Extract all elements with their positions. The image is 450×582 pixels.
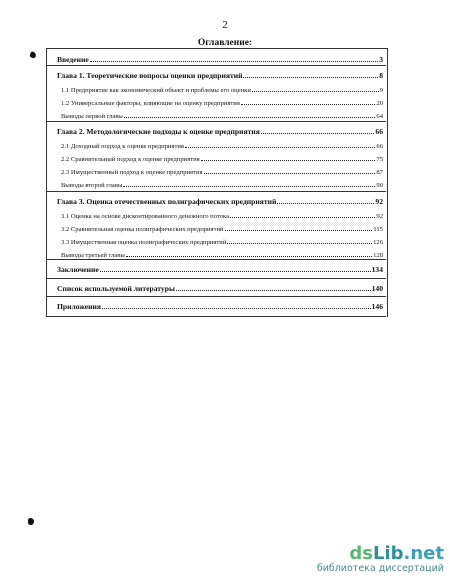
toc-entry-label: Выводы третьей главы xyxy=(61,252,125,259)
toc-entry-label: 3.2 Сравнительная оценка полиграфических предприятий xyxy=(61,226,224,233)
toc-entry-label: 3.3 Имущественная оценка полиграфических предприятий xyxy=(61,239,227,246)
toc-divider xyxy=(46,316,386,317)
toc-entry xyxy=(47,282,387,293)
page-number: 2 xyxy=(222,19,228,31)
watermark-logo-net: .net xyxy=(403,543,444,564)
toc-entry-label: 1.2 Универсальные факторы, влияющие на оценку предприятия xyxy=(61,100,240,107)
toc-dot-leader xyxy=(90,60,378,62)
toc-entry xyxy=(47,96,387,107)
toc-entry-page: 20 xyxy=(376,100,383,107)
toc-entry xyxy=(47,300,387,311)
toc-entry xyxy=(47,83,387,94)
toc-dot-leader xyxy=(123,185,375,187)
toc-entry-page: 66 xyxy=(376,143,383,150)
watermark-logo xyxy=(317,545,444,563)
toc-entry xyxy=(47,209,387,220)
watermark-logo-ds: ds xyxy=(349,543,373,564)
toc-divider xyxy=(46,296,386,297)
toc-entry-label: Глава 1. Теоретические вопросы оценки предприятий xyxy=(57,71,243,80)
toc-dot-leader xyxy=(201,159,376,161)
toc-entry-page: 126 xyxy=(373,239,383,246)
toc-entry-page: 87 xyxy=(376,169,383,176)
toc-dot-leader xyxy=(126,255,372,257)
toc-entry xyxy=(47,165,387,176)
toc-dot-leader xyxy=(261,132,375,134)
toc-title: Оглавление: xyxy=(197,38,253,48)
toc-dot-leader xyxy=(176,289,371,291)
toc-entry xyxy=(47,222,387,233)
toc-entry-page: 64 xyxy=(376,113,383,120)
toc-dot-leader xyxy=(230,216,375,218)
toc-entry-label: Введение xyxy=(57,55,89,64)
toc-entry-label: 2.2 Сравнительный подход к оценке предприятия xyxy=(61,156,200,163)
watermark xyxy=(317,545,444,574)
toc-entry xyxy=(47,53,387,64)
toc-dot-leader xyxy=(204,172,376,174)
toc-entry xyxy=(47,235,387,246)
toc-dot-leader xyxy=(252,90,379,92)
toc-entry-page: 90 xyxy=(376,182,383,189)
toc-dot-leader xyxy=(185,146,375,148)
toc-divider xyxy=(46,65,386,66)
toc-dot-leader xyxy=(100,270,371,272)
toc-divider xyxy=(46,121,386,122)
toc-divider xyxy=(46,259,386,260)
toc-entry-label: Список используемой литературы xyxy=(57,284,175,293)
toc-entry-label: Выводы первой главы xyxy=(61,113,123,120)
toc-entry-page: 115 xyxy=(373,226,383,233)
toc-entry-label: Заключение xyxy=(57,265,99,274)
table-of-contents xyxy=(46,48,388,317)
toc-dot-leader xyxy=(227,242,372,244)
watermark-subtitle: библиотека диссертаций xyxy=(316,563,444,574)
scan-speck-mark xyxy=(28,518,34,525)
toc-entry xyxy=(47,125,387,136)
toc-entry xyxy=(47,195,387,206)
toc-dot-leader xyxy=(241,103,376,105)
toc-entry-page: 9 xyxy=(379,87,383,94)
toc-entry xyxy=(47,248,387,259)
toc-entry-page: 146 xyxy=(371,302,383,311)
toc-entry xyxy=(47,109,387,120)
toc-divider xyxy=(46,278,386,279)
watermark-logo-lib: Lib xyxy=(373,543,404,564)
toc-entry xyxy=(47,152,387,163)
toc-entry-page: 92 xyxy=(376,213,383,220)
toc-entry-page: 128 xyxy=(373,252,383,259)
toc-entry xyxy=(47,69,387,80)
toc-entry-label: 2.1 Доходный подход к оценке предприятия xyxy=(61,143,184,150)
toc-entry-label: Глава 2. Методологические подходы к оценке предприятия xyxy=(57,127,260,136)
toc-entry-label: Глава 3. Оценка отечественных полиграфических предприятий xyxy=(57,197,277,206)
toc-dot-leader xyxy=(102,307,371,309)
toc-entry-page: 92 xyxy=(375,197,383,206)
toc-entry-page: 140 xyxy=(371,284,383,293)
toc-entry-page: 66 xyxy=(375,127,383,136)
toc-entry-label: 1.1 Предприятие как экономический объект и проблемы его оценки xyxy=(61,87,251,94)
toc-entry-label: Выводы второй главы xyxy=(61,182,123,189)
toc-entry-page: 3 xyxy=(379,55,383,64)
toc-dot-leader xyxy=(243,76,378,78)
toc-dot-leader xyxy=(277,202,374,204)
toc-dot-leader xyxy=(124,116,376,118)
toc-dot-leader xyxy=(225,229,373,231)
toc-entry-page: 134 xyxy=(371,265,383,274)
toc-entry xyxy=(47,139,387,150)
toc-entry-label: 3.1 Оценка на основе дисконтированного денежного потока xyxy=(61,213,230,220)
toc-entry xyxy=(47,178,387,189)
toc-entry-label: Приложения xyxy=(57,302,102,311)
toc-entry xyxy=(47,263,387,274)
toc-divider xyxy=(46,191,386,192)
toc-entry-page: 75 xyxy=(376,156,383,163)
scan-speck-mark xyxy=(29,51,37,59)
toc-entry-label: 2.3 Имущественный подход к оценке предприятия xyxy=(61,169,203,176)
toc-entry-page: 8 xyxy=(379,71,383,80)
